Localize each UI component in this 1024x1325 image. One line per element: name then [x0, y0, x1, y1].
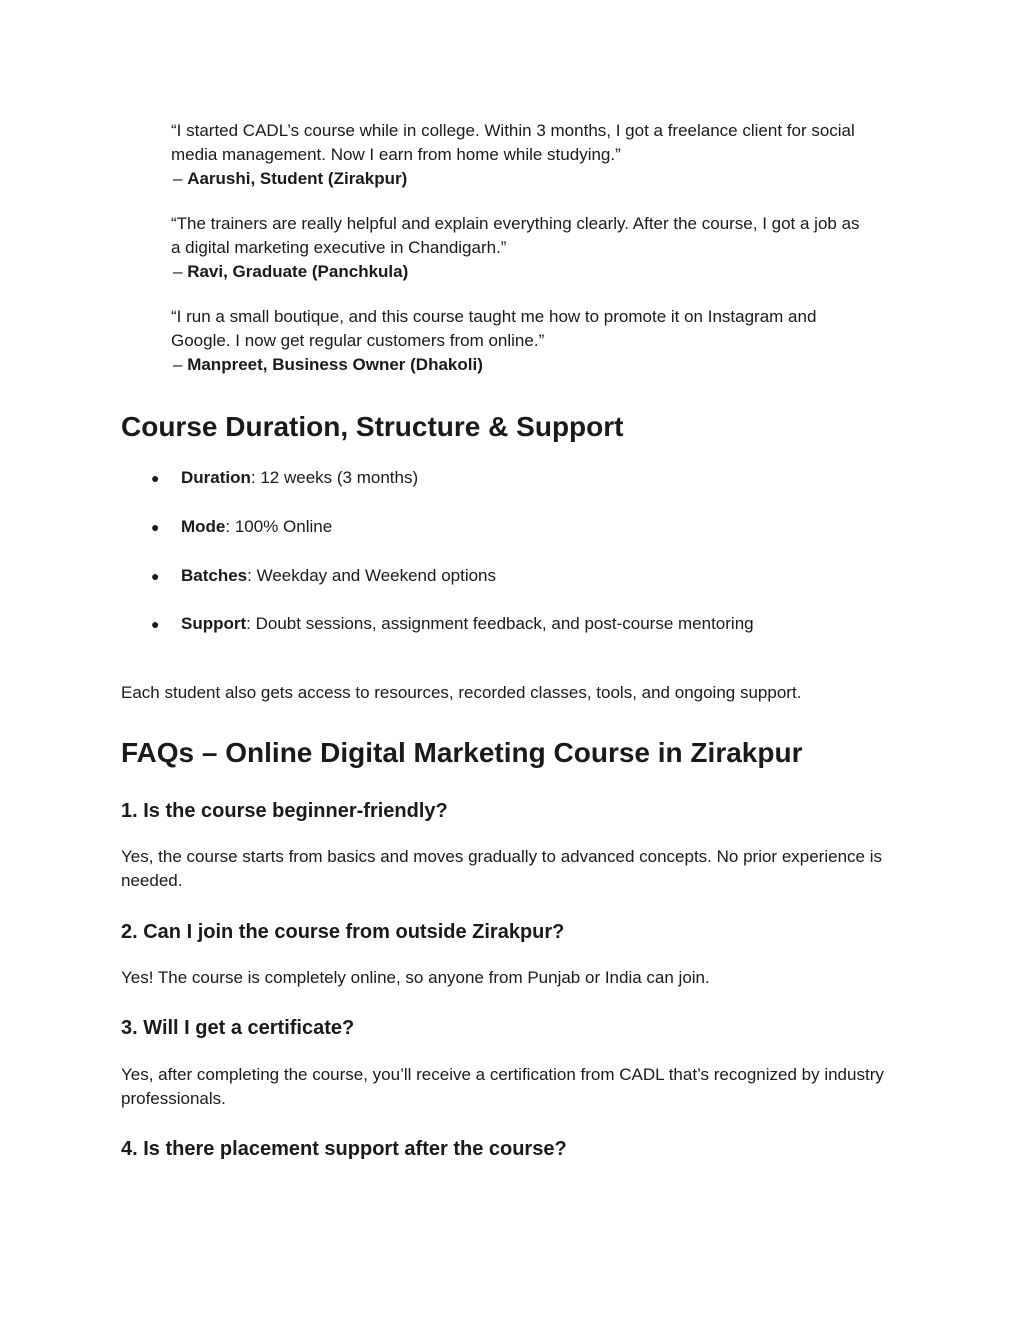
list-item	[151, 466, 911, 490]
item-text: : Weekday and Weekend options	[247, 566, 497, 585]
testimonial-author: Manpreet, Business Owner (Dhakoli)	[187, 355, 483, 374]
faq-question: 4. Is there placement support after the course?	[121, 1138, 567, 1160]
item-text: : 100% Online	[225, 517, 333, 536]
item-text: : Doubt sessions, assignment feedback, and post-course mentoring	[246, 614, 754, 633]
item-text: : 12 weeks (3 months)	[250, 468, 419, 487]
item-label: Support	[181, 614, 247, 633]
testimonial	[171, 212, 871, 284]
testimonial-author-line	[171, 260, 871, 284]
author-dash: –	[173, 169, 188, 188]
item-label: Duration	[181, 468, 251, 487]
faq-question: 2. Can I join the course from outside Zirakpur?	[121, 921, 565, 943]
faq-answer: Yes, the course starts from basics and moves gradually to advanced concepts. No prior experience is needed.	[121, 847, 882, 890]
testimonial-quote: “I run a small boutique, and this course taught me how to promote it on Instagram and Google. I now get regular customers from online.”	[171, 307, 817, 350]
bullet-icon: ●	[151, 616, 160, 632]
list-item	[151, 612, 911, 636]
list-item	[151, 564, 911, 588]
testimonial-author: Aarushi, Student (Zirakpur)	[187, 169, 408, 188]
course-section-heading: Course Duration, Structure & Support	[121, 411, 624, 442]
faq-question: 1. Is the course beginner-friendly?	[121, 800, 448, 822]
testimonial	[171, 305, 871, 377]
list-item	[151, 515, 911, 539]
testimonial	[171, 119, 871, 191]
faq-answer: Yes, after completing the course, you’ll receive a certification from CADL that’s recognized by industry professionals.	[121, 1065, 884, 1108]
author-dash: –	[173, 355, 188, 374]
testimonial-author-line	[171, 353, 871, 377]
testimonial-author-line	[171, 167, 871, 191]
testimonial-quote: “The trainers are really helpful and explain everything clearly. After the course, I got a job as a digital marketing executive in Chandigarh.”	[171, 214, 860, 257]
bullet-icon: ●	[151, 568, 160, 584]
faq-section-heading: FAQs – Online Digital Marketing Course in Zirakpur	[121, 737, 803, 768]
item-label: Mode	[181, 517, 226, 536]
testimonial-quote: “I started CADL’s course while in college. Within 3 months, I got a freelance client for social media management. Now I earn from home while studying.”	[171, 121, 855, 164]
item-label: Batches	[181, 566, 248, 585]
testimonial-author: Ravi, Graduate (Panchkula)	[187, 262, 409, 281]
faq-question: 3. Will I get a certificate?	[121, 1017, 355, 1039]
bullet-icon: ●	[151, 519, 160, 535]
author-dash: –	[173, 262, 188, 281]
faq-answer: Yes! The course is completely online, so anyone from Punjab or India can join.	[121, 968, 710, 987]
course-note: Each student also gets access to resources, recorded classes, tools, and ongoing support.	[121, 683, 802, 702]
bullet-icon: ●	[151, 470, 160, 486]
